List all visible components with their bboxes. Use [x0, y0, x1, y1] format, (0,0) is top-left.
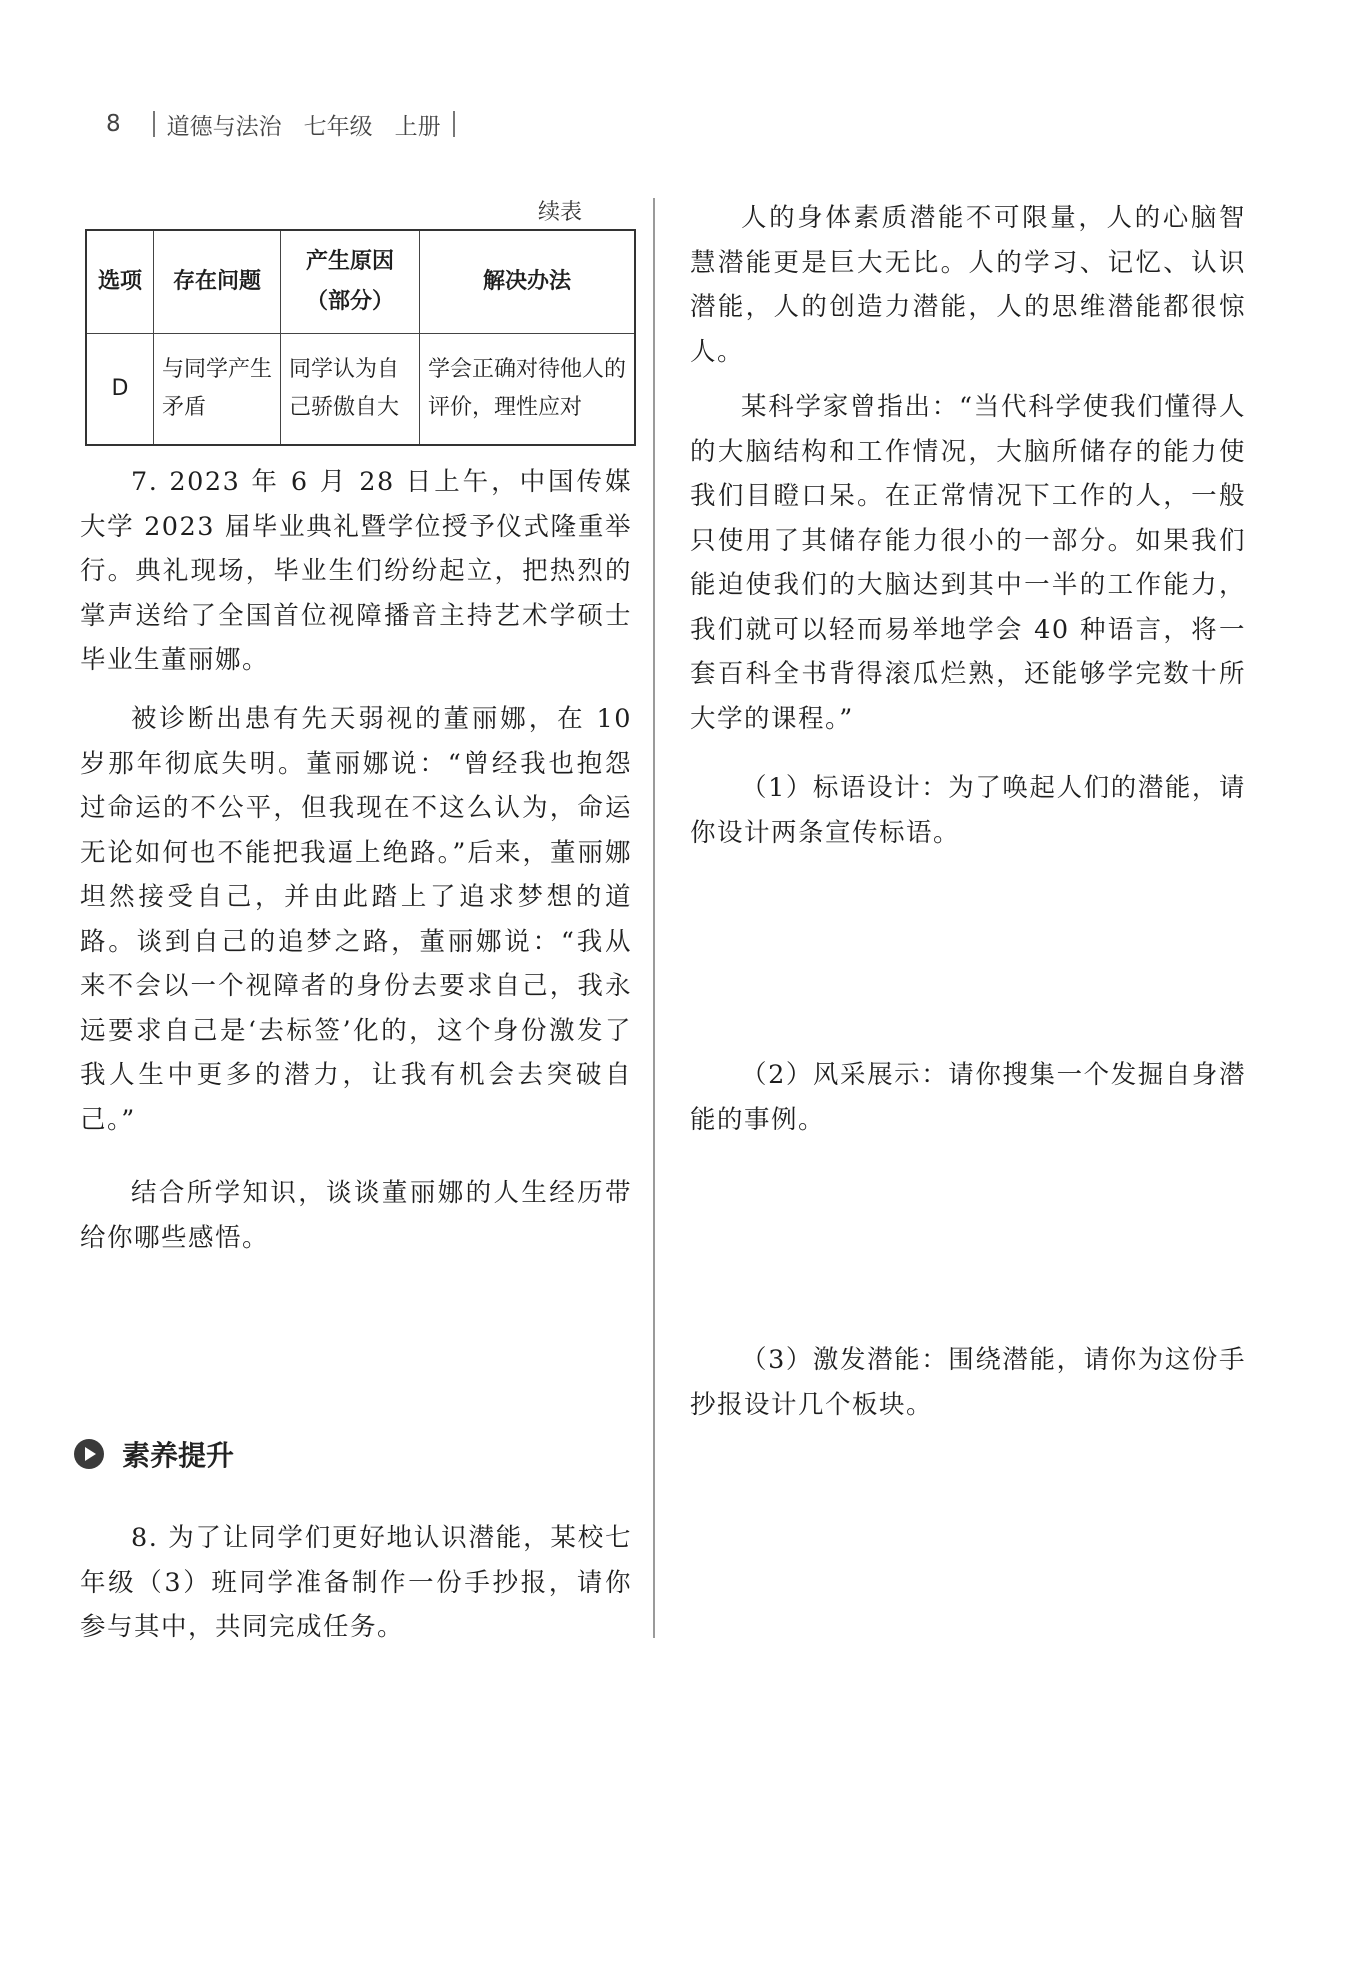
section-heading: [74, 1434, 234, 1474]
question-8: 8. 为了让同学们更好地认识潜能，某校七年级（3）班同学准备制作一份手抄报，请你参与其中，共同完成任务。: [80, 1523, 632, 1642]
header-separator: [453, 111, 455, 137]
task-2: （2）风采展示：请你搜集一个发掘自身潜能的事例。: [690, 1060, 1246, 1135]
header-problem: 存在问题: [154, 230, 281, 334]
volume-label: 上册: [394, 113, 441, 140]
play-circle-icon: [74, 1439, 104, 1469]
grade-label: 七年级: [303, 113, 373, 140]
page-header: [106, 104, 467, 144]
cell-cause: 同学认为自己骄傲自大: [281, 334, 420, 446]
scientist-quote: 某科学家曾指出：“当代科学使我们懂得人的大脑结构和工作情况，大脑所储存的能力使我们目瞪口呆。在正常情况下工作的人，一般只使用了其储存能力很小的一部分。如果我们能迫使我们的大脑达到其中一半的工作能力，我们就可以轻而易举地学会 40 种语言，将一套百科全书背得滚瓜烂熟，还能够学完数十所大学的课程。”: [690, 392, 1246, 734]
header-solution: 解决办法: [420, 230, 636, 334]
question-7-story: 被诊断出患有先天弱视的董丽娜，在 10 岁那年彻底失明。董丽娜说：“曾经我也抱怨过命运的不公平，但我现在不这么认为，命运无论如何也不能把我逼上绝路。”后来，董丽娜坦然接受自己，并由此踏上了追求梦想的道路。谈到自己的追梦之路，董丽娜说：“我从来不会以一个视障者的身份去要求自己，我永远要求自己是‘去标签’化的，这个身份激发了我人生中更多的潜力，让我有机会去突破自己。”: [80, 704, 632, 1135]
page-number: 8: [106, 111, 121, 137]
cell-option: D: [86, 334, 154, 446]
cell-problem: 与同学产生矛盾: [154, 334, 281, 446]
header-option: 选项: [86, 230, 154, 334]
table-row: [86, 334, 635, 446]
section-title: 素养提升: [122, 1439, 235, 1472]
task-1: （1）标语设计：为了唤起人们的潜能，请你设计两条宣传标语。: [690, 773, 1246, 848]
header-cause: [281, 230, 420, 334]
column-divider: [653, 198, 655, 1638]
question-7-intro: 7. 2023 年 6 月 28 日上午，中国传媒大学 2023 届毕业典礼暨学位授予仪式隆重举行。典礼现场，毕业生们纷纷起立，把热烈的掌声送给了全国首位视障播音主持艺术学硕士毕业生董丽娜。: [80, 467, 632, 675]
table-header-row: [86, 230, 635, 334]
header-separator: [153, 111, 155, 137]
cell-solution: 学会正确对待他人的评价，理性应对: [420, 334, 636, 446]
table-caption: 续表: [538, 200, 583, 225]
task-3: （3）激发潜能：围绕潜能，请你为这份手抄报设计几个板块。: [690, 1345, 1246, 1420]
continued-table: [85, 229, 636, 446]
potential-paragraph: 人的身体素质潜能不可限量，人的心脑智慧潜能更是巨大无比。人的学习、记忆、认识潜能，人的创造力潜能，人的思维潜能都很惊人。: [690, 203, 1246, 367]
book-title: 道德与法治: [166, 113, 282, 140]
header-cause-line2: （部分）: [305, 289, 394, 314]
header-cause-line1: 产生原因: [305, 249, 394, 274]
question-7-prompt: 结合所学知识，谈谈董丽娜的人生经历带给你哪些感悟。: [80, 1178, 632, 1253]
